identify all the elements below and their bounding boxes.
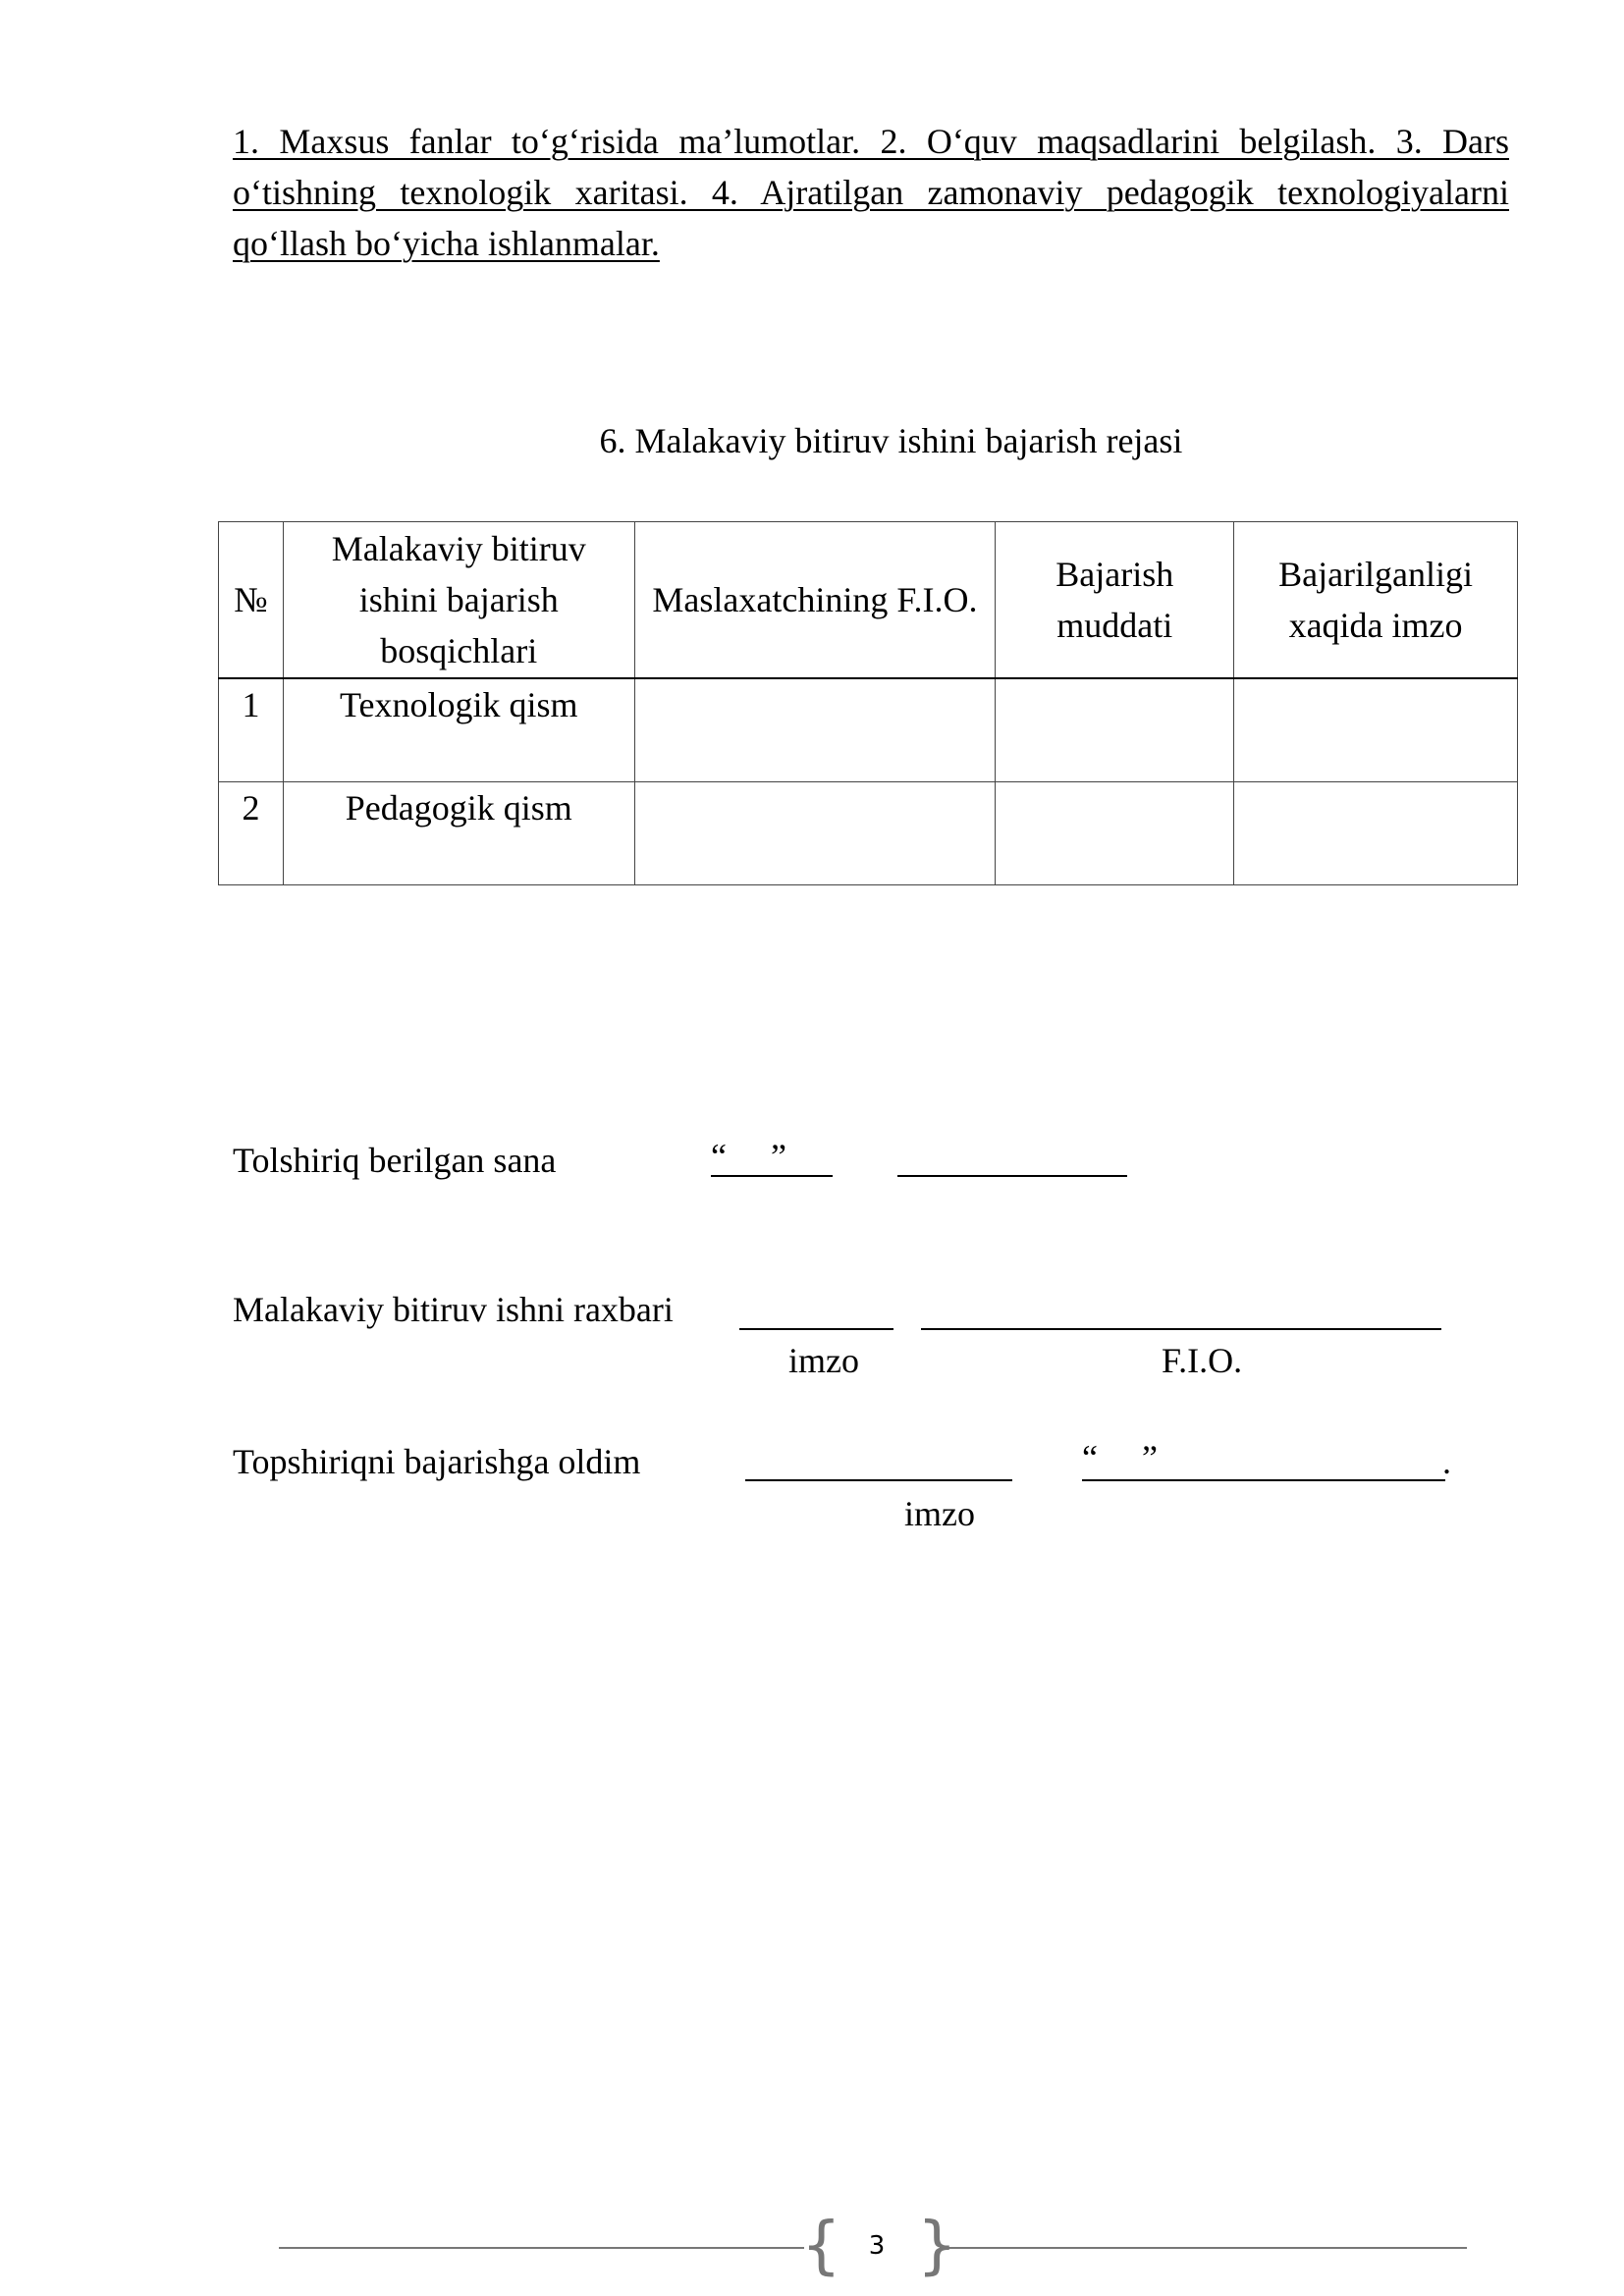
table-header-row <box>219 522 1518 679</box>
table-cell[interactable] <box>634 678 996 782</box>
header-advisor: Maslaxatchining F.I.O. <box>634 522 996 679</box>
footer-rule-right <box>940 2247 1467 2249</box>
page-number: 3 <box>868 2231 886 2261</box>
table-cell: Texnologik qism <box>283 678 634 782</box>
table-cell: Pedagogik qism <box>283 782 634 885</box>
date-month-line[interactable] <box>897 1175 1127 1177</box>
table-row <box>219 782 1518 885</box>
date-quotes: “ ” <box>711 1137 786 1176</box>
plan-table <box>218 521 1518 885</box>
table-cell[interactable] <box>634 782 996 885</box>
table-cell: 1 <box>219 678 284 782</box>
header-stages: Malakaviy bitiruv ishini bajarish bosqichlari <box>283 522 634 679</box>
date-label: Tolshiriq berilgan sana <box>233 1141 557 1180</box>
supervisor-label: Malakaviy bitiruv ishni raxbari <box>233 1290 674 1329</box>
header-signature: Bajarilganligi xaqida imzo <box>1234 522 1518 679</box>
supervisor-name-line[interactable] <box>921 1328 1441 1330</box>
accepted-date-line[interactable] <box>1082 1479 1445 1481</box>
table-cell[interactable] <box>996 782 1234 885</box>
table-row <box>219 678 1518 782</box>
table-cell[interactable] <box>996 678 1234 782</box>
footer-rule-left <box>279 2247 804 2249</box>
section-title: 6. Malakaviy bitiruv ishini bajarish rejasi <box>599 421 1183 460</box>
intro-paragraph: 1. Maxsus fanlar to‘g‘risida ma’lumotlar. 2. O‘quv maqsadlarini belgilash. 3. Dars o‘tishning texnologik xaritasi. 4. Ajratilgan zamonaviy pedagogik texnologiyalarni qo‘llash bo‘yicha ishlanmalar. <box>233 122 1509 263</box>
right-brace-icon: } <box>917 2210 957 2282</box>
header-number: № <box>219 522 284 679</box>
table-cell[interactable] <box>1234 782 1518 885</box>
supervisor-imzo-caption: imzo <box>788 1341 859 1380</box>
accepted-imzo-caption: imzo <box>904 1494 975 1533</box>
accepted-signature-line[interactable] <box>745 1479 1012 1481</box>
left-brace-icon: { <box>801 2210 841 2282</box>
accepted-quotes: “ ” <box>1082 1438 1158 1477</box>
table-cell[interactable] <box>1234 678 1518 782</box>
header-deadline: Bajarish muddati <box>996 522 1234 679</box>
supervisor-signature-line[interactable] <box>739 1328 893 1330</box>
date-day-line[interactable] <box>711 1175 833 1177</box>
accepted-label: Topshiriqni bajarishga oldim <box>233 1442 641 1481</box>
table-cell: 2 <box>219 782 284 885</box>
supervisor-fio-caption: F.I.O. <box>1162 1341 1243 1380</box>
accepted-end-dot: . <box>1442 1442 1451 1481</box>
